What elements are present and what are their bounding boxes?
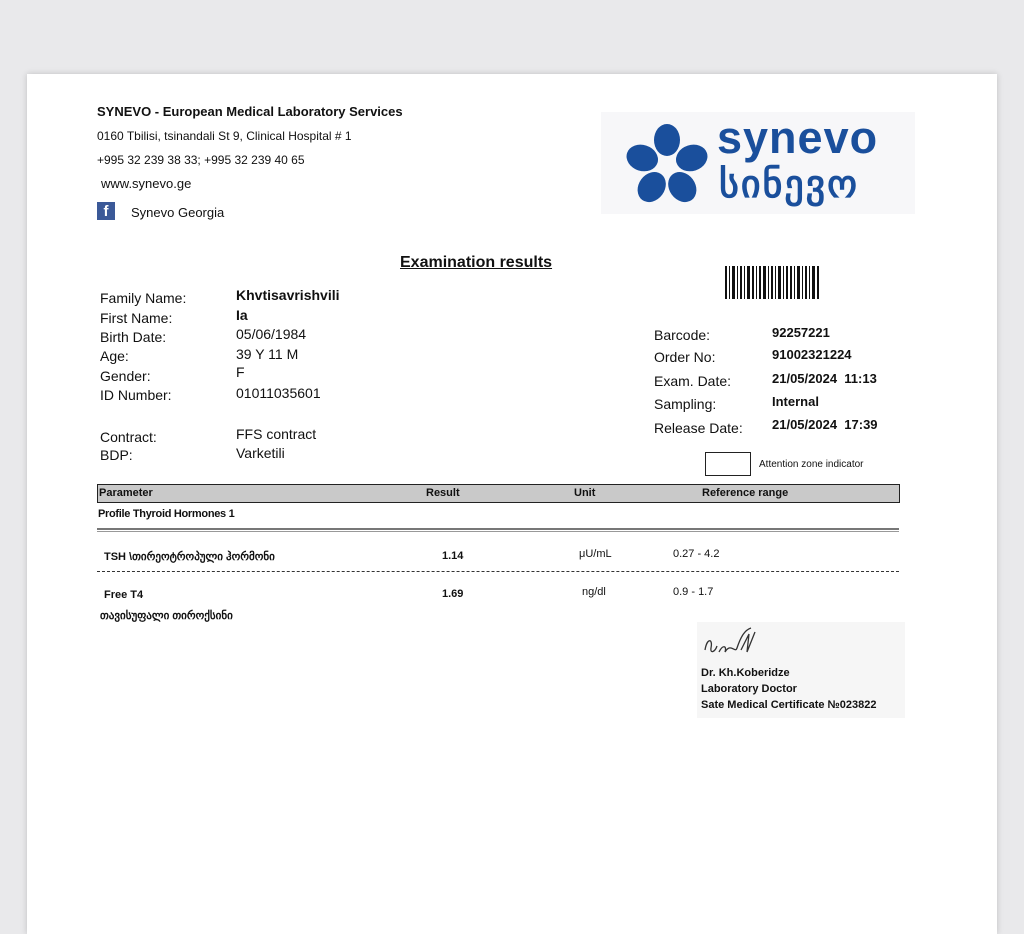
first-name-label: First Name: bbox=[100, 310, 173, 326]
signature-icon bbox=[701, 624, 761, 662]
synevo-logo bbox=[601, 112, 915, 214]
lab-name: SYNEVO - European Medical Laboratory Services bbox=[97, 104, 403, 119]
column-header-result: Result bbox=[426, 487, 460, 499]
bdp-label: BDP: bbox=[100, 447, 133, 463]
gender-label: Gender: bbox=[100, 368, 151, 384]
order-no-value: 91002321224 bbox=[772, 347, 852, 362]
column-header-parameter: Parameter bbox=[99, 487, 153, 499]
facebook-page-link[interactable]: Synevo Georgia bbox=[131, 205, 225, 220]
barcode-label: Barcode: bbox=[654, 327, 711, 343]
row-divider bbox=[97, 571, 899, 572]
gender-value: F bbox=[236, 364, 245, 380]
birth-date-value: 05/06/1984 bbox=[236, 326, 307, 342]
row-unit: ng/dl bbox=[582, 586, 606, 598]
exam-date-label: Exam. Date: bbox=[654, 373, 732, 389]
column-header-reference: Reference range bbox=[702, 487, 789, 499]
age-value: 39 Y 11 M bbox=[236, 346, 299, 362]
barcode-value: 92257221 bbox=[772, 325, 830, 340]
signature-block bbox=[697, 622, 905, 718]
doctor-certificate: Sate Medical Certificate №023822 bbox=[701, 699, 877, 711]
bdp-value: Varketili bbox=[236, 445, 285, 461]
contract-value: FFS contract bbox=[236, 426, 317, 442]
doctor-name: Dr. Kh.Koberidze bbox=[701, 667, 790, 679]
row-parameter: Free T4 bbox=[104, 589, 144, 601]
id-number-label: ID Number: bbox=[100, 387, 172, 403]
attention-zone-label: Attention zone indicator bbox=[759, 459, 864, 470]
exam-date-value: 21/05/2024 11:13 bbox=[772, 371, 877, 386]
lab-website-link[interactable]: www.synevo.ge bbox=[101, 176, 192, 191]
results-table-header bbox=[97, 484, 900, 503]
age-label: Age: bbox=[100, 348, 129, 364]
birth-date-label: Birth Date: bbox=[100, 329, 167, 345]
doctor-role: Laboratory Doctor bbox=[701, 683, 797, 695]
row-result: 1.14 bbox=[442, 550, 464, 562]
first-name-value: Ia bbox=[236, 307, 248, 323]
order-no-label: Order No: bbox=[654, 349, 716, 365]
row-reference: 0.27 - 4.2 bbox=[673, 548, 720, 560]
lab-address: 0160 Tbilisi, tsinandali St 9, Clinical Hospital # 1 bbox=[97, 129, 352, 143]
column-header-unit: Unit bbox=[574, 487, 596, 499]
page-title: Examination results bbox=[400, 254, 553, 271]
family-name-label: Family Name: bbox=[100, 290, 187, 306]
id-number-value: 01011035601 bbox=[236, 385, 321, 401]
release-date-value: 21/05/2024 17:39 bbox=[772, 417, 878, 432]
facebook-icon: f bbox=[97, 202, 115, 220]
logo-wordmark-georgian: სინევო bbox=[719, 164, 860, 206]
row-parameter: TSH \თირეოტროპული ჰორმონი bbox=[104, 551, 275, 563]
row-result: 1.69 bbox=[442, 588, 464, 600]
sampling-value: Internal bbox=[772, 394, 819, 409]
profile-name: Profile Thyroid Hormones 1 bbox=[98, 508, 235, 520]
row-reference: 0.9 - 1.7 bbox=[673, 586, 714, 598]
family-name-value: Khvtisavrishvili bbox=[236, 287, 340, 303]
logo-wordmark: synevo bbox=[717, 112, 879, 163]
contract-label: Contract: bbox=[100, 429, 157, 445]
sampling-label: Sampling: bbox=[654, 396, 717, 412]
lab-phones: +995 32 239 38 33; +995 32 239 40 65 bbox=[97, 153, 305, 167]
attention-zone-swatch bbox=[705, 452, 751, 476]
barcode-icon bbox=[725, 266, 820, 299]
report-page bbox=[27, 74, 997, 934]
profile-divider bbox=[97, 528, 899, 532]
release-date-label: Release Date: bbox=[654, 420, 743, 436]
flower-icon bbox=[625, 122, 709, 206]
row-unit: μU/mL bbox=[579, 548, 612, 560]
row-parameter-sub: თავისუფალი თიროქსინი bbox=[100, 610, 233, 622]
